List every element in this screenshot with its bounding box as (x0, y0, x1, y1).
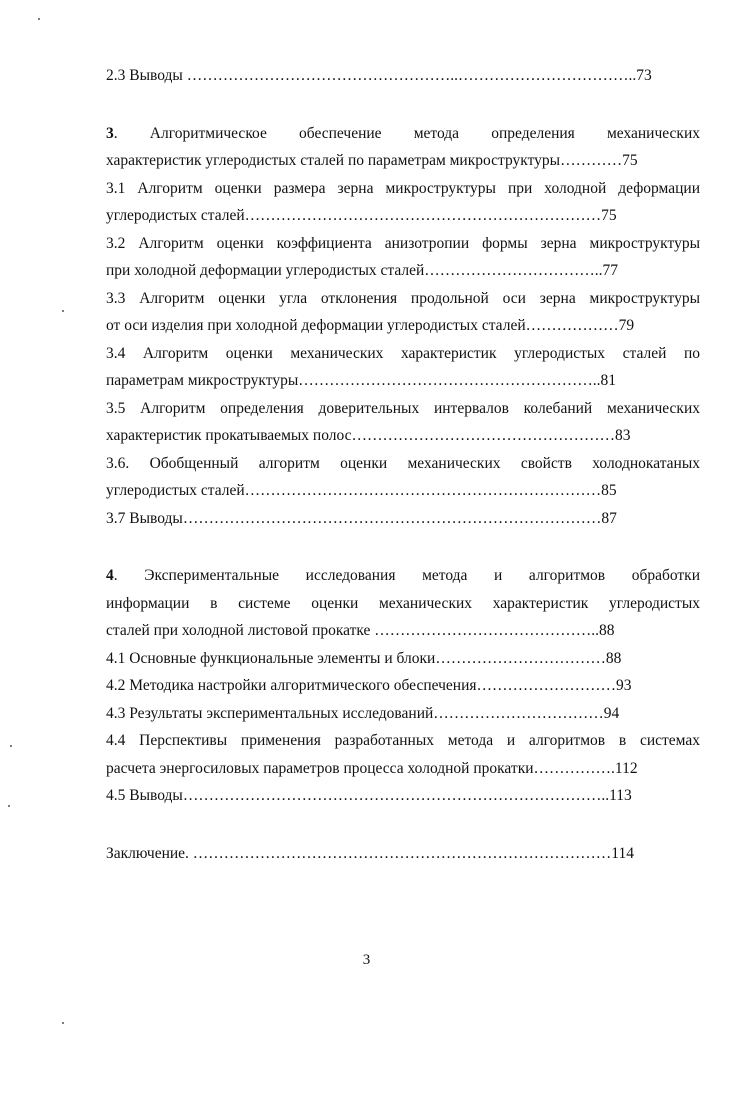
toc-entry-4-4-line-1[interactable] (106, 727, 700, 755)
scan-speck (8, 805, 10, 807)
toc-entry-4-1[interactable] (106, 645, 700, 673)
toc-entry-3-line-2[interactable] (106, 147, 700, 175)
toc-entry-4-3-text: 4.3 Результаты экспериментальных исследований……………………………94 (106, 704, 620, 722)
toc-entry-conclusion-text: Заключение. ………………………………………………………………………114 (106, 844, 634, 862)
toc-entry-4-line-2[interactable] (106, 590, 700, 618)
toc-entry-3-title: . Алгоритмическое обеспечение метода определения механических (113, 124, 700, 142)
toc-entry-3-2-line-1[interactable] (106, 230, 700, 258)
scan-speck (38, 18, 40, 20)
toc-entry-4-line-3[interactable] (106, 617, 700, 645)
toc-entry-4-5[interactable] (106, 782, 700, 810)
toc-entry-3-5-line-2[interactable] (106, 422, 700, 450)
toc-entry-3-6-line-2[interactable] (106, 477, 700, 505)
toc-entry-conclusion[interactable] (106, 840, 700, 868)
toc-entry-3-5-continuation: характеристик прокатываемых полос……………………………………………83 (106, 427, 631, 444)
toc-entry-3-1-line-1[interactable] (106, 175, 700, 203)
toc-entry-3-3-continuation: от оси изделия при холодной деформации углеродистых сталей………………79 (106, 317, 635, 334)
toc-entry-3-2-line-2[interactable] (106, 257, 700, 285)
toc-entry-4-number: 4 (106, 567, 114, 584)
toc-entry-3-3-title: 3.3 Алгоритм оценки угла отклонения продольной оси зерна микроструктуры (106, 289, 700, 307)
toc-entry-4-4-continuation: расчета энергосиловых параметров процесса холодной прокатки…………….112 (106, 759, 638, 777)
toc-entry-3-6-line-1[interactable] (106, 450, 700, 478)
scan-speck (10, 745, 12, 747)
toc-entry-4-2-text: 4.2 Методика настройки алгоритмического обеспечения………………………93 (106, 677, 632, 694)
toc-entry-3-5-title: 3.5 Алгоритм определения доверительных интервалов колебаний механических (106, 399, 700, 417)
section-gap (106, 810, 700, 840)
toc-entry-3-7[interactable] (106, 505, 700, 533)
toc-entry-3-2-continuation: при холодной деформации углеродистых сталей……………………………..77 (106, 262, 619, 279)
toc-entry-4-3[interactable] (106, 700, 700, 728)
toc-entry-3-6-continuation: углеродистых сталей……………………………………………………………85 (106, 482, 617, 499)
toc-entry-4-title-cont: информации в системе оценки механических характеристик углеродистых (106, 594, 700, 612)
toc-entry-4-2[interactable] (106, 672, 700, 700)
toc-entry-2-3[interactable] (106, 62, 700, 90)
toc-entry-3-number: 3 (106, 124, 114, 142)
toc-entry-4-title: . Экспериментальные исследования метода и алгоритмов обработки (113, 567, 700, 584)
toc-entry-3-2-title: 3.2 Алгоритм оценки коэффициента анизотропии формы зерна микроструктуры (106, 234, 700, 252)
section-gap (106, 90, 700, 120)
section-gap (106, 532, 700, 562)
toc-entry-2-3-text: 2.3 Выводы ……………………………………………..……………………………..73 (106, 67, 652, 84)
toc-entry-4-continuation: сталей при холодной листовой прокатке ……………………………………..88 (106, 622, 615, 639)
toc-entry-4-line-1[interactable] (106, 562, 700, 590)
toc-entry-4-1-text: 4.1 Основные функциональные элементы и блоки……………………………88 (106, 649, 622, 667)
toc-entry-3-3-line-2[interactable] (106, 312, 700, 340)
table-of-contents (106, 62, 700, 867)
toc-entry-3-6-title: 3.6. Обобщенный алгоритм оценки механических свойств холоднокатаных (106, 454, 700, 472)
toc-entry-3-4-title: 3.4 Алгоритм оценки механических характеристик углеродистых сталей по (106, 344, 700, 362)
toc-entry-4-4-title: 4.4 Перспективы применения разработанных метода и алгоритмов в системах (106, 732, 700, 749)
toc-entry-3-4-line-1[interactable] (106, 340, 700, 368)
toc-entry-3-5-line-1[interactable] (106, 395, 700, 423)
page-number: 3 (362, 952, 371, 968)
toc-entry-3-4-line-2[interactable] (106, 367, 700, 395)
toc-entry-3-line-1[interactable] (106, 120, 700, 148)
scan-speck (62, 310, 64, 312)
toc-entry-4-4-line-2[interactable] (106, 755, 700, 783)
scan-speck (62, 1022, 64, 1024)
toc-entry-3-continuation: характеристик углеродистых сталей по параметрам микроструктуры…………75 (106, 152, 638, 169)
toc-entry-3-4-continuation: параметрам микроструктуры…………………………………………………..81 (106, 372, 616, 389)
toc-entry-4-5-text: 4.5 Выводы………………………………………………………………………..113 (106, 787, 632, 804)
toc-entry-3-1-title: 3.1 Алгоритм оценки размера зерна микроструктуры при холодной деформации (106, 179, 700, 197)
toc-entry-3-1-line-2[interactable] (106, 202, 700, 230)
toc-entry-3-1-continuation: углеродистых сталей……………………………………………………………75 (106, 207, 617, 224)
toc-entry-3-7-text: 3.7 Выводы………………………………………………………………………87 (106, 509, 617, 527)
toc-entry-3-3-line-1[interactable] (106, 285, 700, 313)
